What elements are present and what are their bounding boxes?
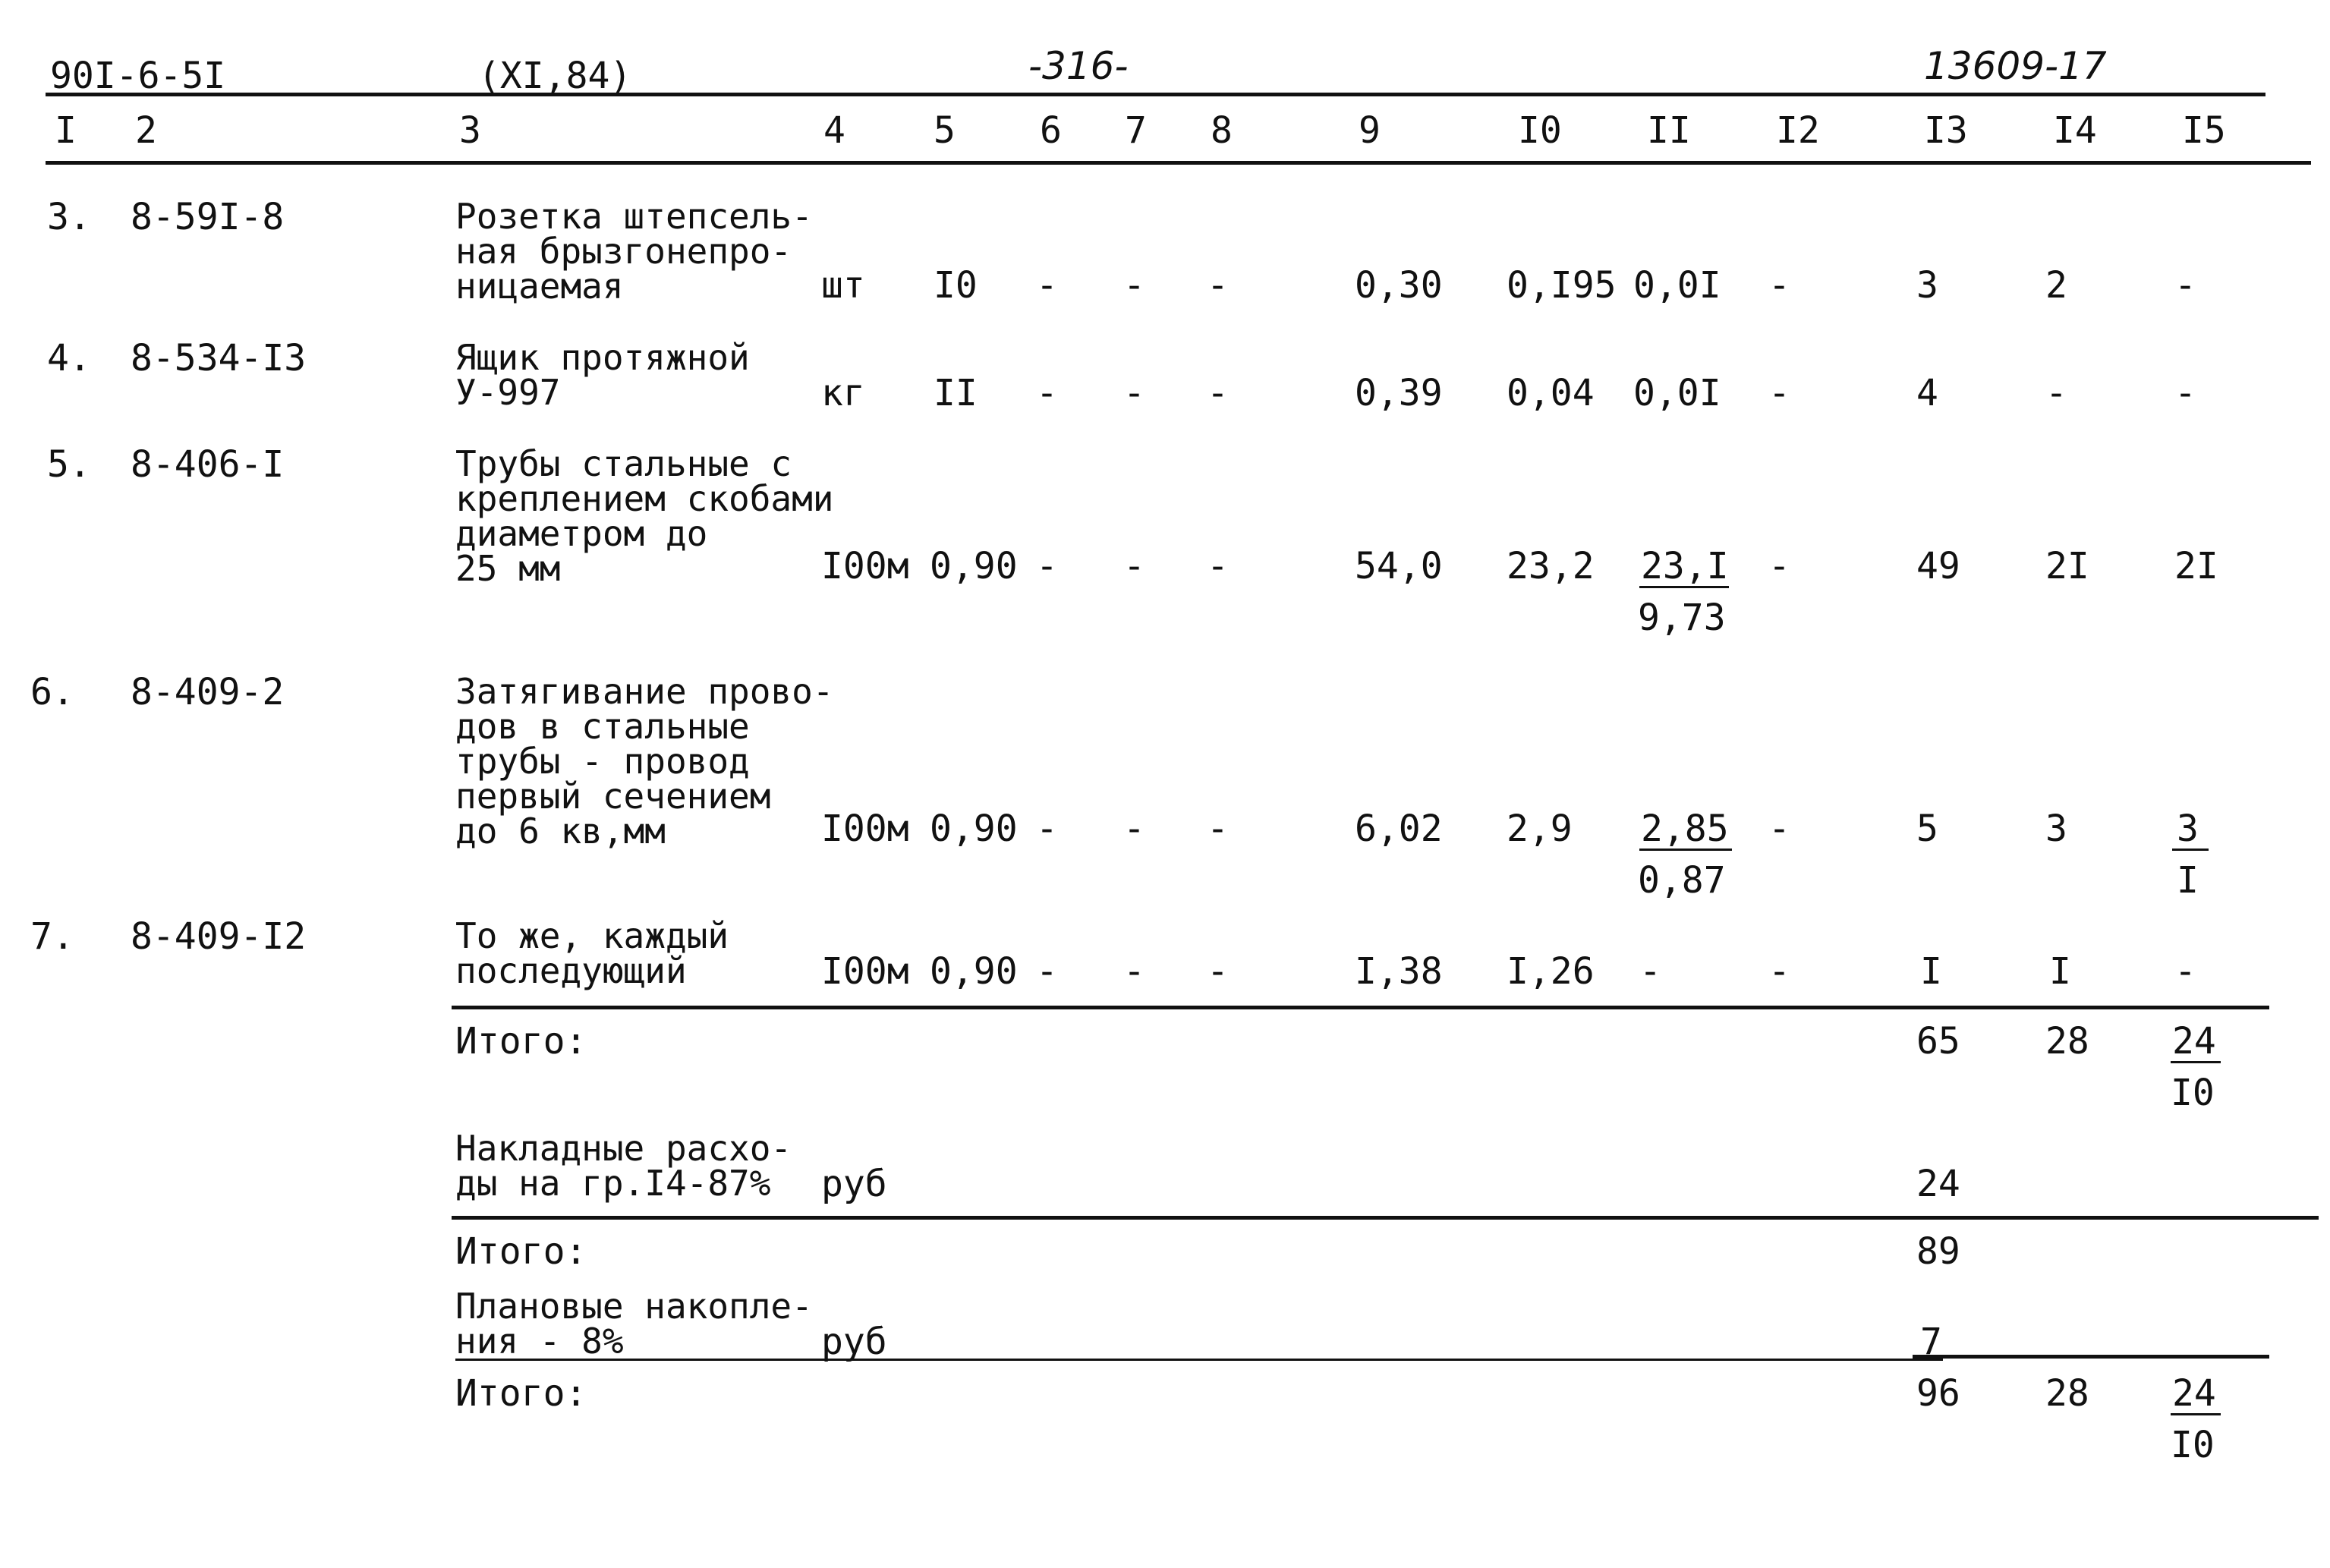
row-col9: 54,0 [1355,545,1443,587]
row-col7: - [1123,808,1145,850]
row-unit: I00м [821,545,909,587]
subtotal-rule [452,1006,2269,1009]
row-col11: 0,0I [1633,264,1721,307]
row-col8: - [1207,545,1229,587]
savings-unit: руб [821,1321,887,1363]
fraction-bar [2171,1061,2221,1063]
row-col7: - [1123,264,1145,307]
column-number: 2 [135,109,157,152]
row-quantity: I0 [934,264,978,307]
row-col11: 0,0I [1633,372,1721,414]
row-number: 5. [47,443,91,486]
row-col6: - [1036,545,1058,587]
document-code: 90I-6-5I [50,55,226,97]
row-col15: - [2174,950,2196,993]
row-code: 8-406-I [131,443,285,486]
row-col8: - [1207,950,1229,993]
column-number: II [1647,109,1691,152]
total-col15: 24 [2172,1020,2216,1063]
column-number: 6 [1040,109,1062,152]
fraction-bar [2171,1413,2221,1415]
fraction-bar [1639,586,1729,588]
header-top-rule [46,93,2265,96]
row-col10: 23,2 [1507,545,1595,587]
row-col13: 5 [1916,808,1938,850]
row-col15-sub: I [2177,859,2199,902]
row-col15: 3 [2177,808,2199,850]
date-code: (XI,84) [478,55,632,97]
row-col6: - [1036,264,1058,307]
total-label: Итого: [455,1020,587,1063]
total-label: Итого: [455,1372,587,1415]
fraction-bar [1639,849,1732,851]
row-col7: - [1123,545,1145,587]
total-col14: 28 [2045,1020,2089,1063]
row-number: 6. [30,671,74,713]
row-number: 7. [30,915,74,958]
total-col14: 28 [2045,1372,2089,1415]
total-label: Итого: [455,1230,587,1273]
total-col15: 24 [2172,1372,2216,1415]
row-description: Затягивание прово- дов в стальные трубы - провод первый сечением до 6 кв,мм [455,671,834,852]
row-unit: I00м [821,808,909,850]
total-col13: 65 [1916,1020,1960,1063]
row-col9: 0,30 [1355,264,1443,307]
column-number: I4 [2053,109,2097,152]
total-col13: 96 [1916,1372,1960,1415]
row-col8: - [1207,264,1229,307]
row-description: Трубы стальные с креплением скобами диаметром до 25 мм [455,443,834,589]
row-col10: 0,I95 [1507,264,1617,307]
row-col14: - [2045,372,2067,414]
row-col9: 6,02 [1355,808,1443,850]
row-col12: - [1768,264,1790,307]
row-code: 8-534-I3 [131,337,307,379]
row-col14: I [2049,950,2071,993]
overhead-col13: 24 [1916,1163,1960,1205]
row-col11-sub: 0,87 [1638,859,1726,902]
row-col7: - [1123,372,1145,414]
total-col15-sub: I0 [2171,1072,2215,1114]
row-code: 8-409-I2 [131,915,307,958]
overhead-unit: руб [821,1163,887,1205]
row-col11: - [1639,950,1661,993]
row-quantity: II [934,372,978,414]
handwritten-number: 13609-17 [1924,44,2107,88]
row-col7: - [1123,950,1145,993]
column-number: 3 [459,109,481,152]
row-code: 8-409-2 [131,671,285,713]
final-total-rule [1913,1355,2269,1359]
row-col15: 2I [2174,545,2218,587]
row-code: 8-59I-8 [131,196,285,238]
savings-col13: 7 [1920,1321,1942,1363]
row-description: То же, каждый последующий [455,915,729,991]
header-bottom-rule [46,161,2311,165]
row-col9: 0,39 [1355,372,1443,414]
row-col14: 2I [2045,545,2089,587]
row-unit: I00м [821,950,909,993]
row-number: 3. [47,196,91,238]
row-col12: - [1768,950,1790,993]
row-col15: - [2174,264,2196,307]
row-col12: - [1768,808,1790,850]
savings-description: Плановые накопле- ния - 8% [455,1286,813,1362]
row-number: 4. [47,337,91,379]
row-col11: 23,I [1641,545,1729,587]
row-col6: - [1036,372,1058,414]
row-col13: 49 [1916,545,1960,587]
row-quantity: 0,90 [930,545,1018,587]
row-col12: - [1768,372,1790,414]
column-number: I3 [1924,109,1968,152]
row-description: Розетка штепсель- ная брызгонепро- ницаемая [455,196,813,307]
column-number: 5 [934,109,956,152]
row-col11: 2,85 [1641,808,1729,850]
row-col8: - [1207,808,1229,850]
row-col10: 2,9 [1507,808,1573,850]
savings-underline [455,1359,1943,1361]
row-col13: I [1920,950,1942,993]
column-number: I2 [1776,109,1820,152]
total-col15-sub: I0 [2171,1424,2215,1466]
page-number: -316- [1028,44,1129,88]
row-col6: - [1036,808,1058,850]
column-number: I0 [1518,109,1562,152]
overhead-description: Накладные расхо- ды на гр.I4-87% [455,1128,792,1204]
row-col10: I,26 [1507,950,1595,993]
row-col14: 3 [2045,808,2067,850]
column-number: I [55,109,77,152]
row-col10: 0,04 [1507,372,1595,414]
row-col8: - [1207,372,1229,414]
column-number: 4 [823,109,845,152]
row-col9: I,38 [1355,950,1443,993]
row-col14: 2 [2045,264,2067,307]
column-number: 9 [1359,109,1381,152]
fraction-bar [2172,849,2209,851]
row-unit: шт [821,264,865,307]
total-col13: 89 [1916,1230,1960,1273]
row-col11-sub: 9,73 [1638,597,1726,639]
column-number: 8 [1211,109,1233,152]
row-col13: 3 [1916,264,1938,307]
column-number: I5 [2182,109,2226,152]
row-col13: 4 [1916,372,1938,414]
column-number: 7 [1125,109,1147,152]
row-col15: - [2174,372,2196,414]
row-unit: кг [821,372,865,414]
row-quantity: 0,90 [930,950,1018,993]
row-col6: - [1036,950,1058,993]
row-description: Ящик протяжной У-997 [455,337,750,413]
row-quantity: 0,90 [930,808,1018,850]
overhead-rule [452,1216,2319,1220]
row-col12: - [1768,545,1790,587]
